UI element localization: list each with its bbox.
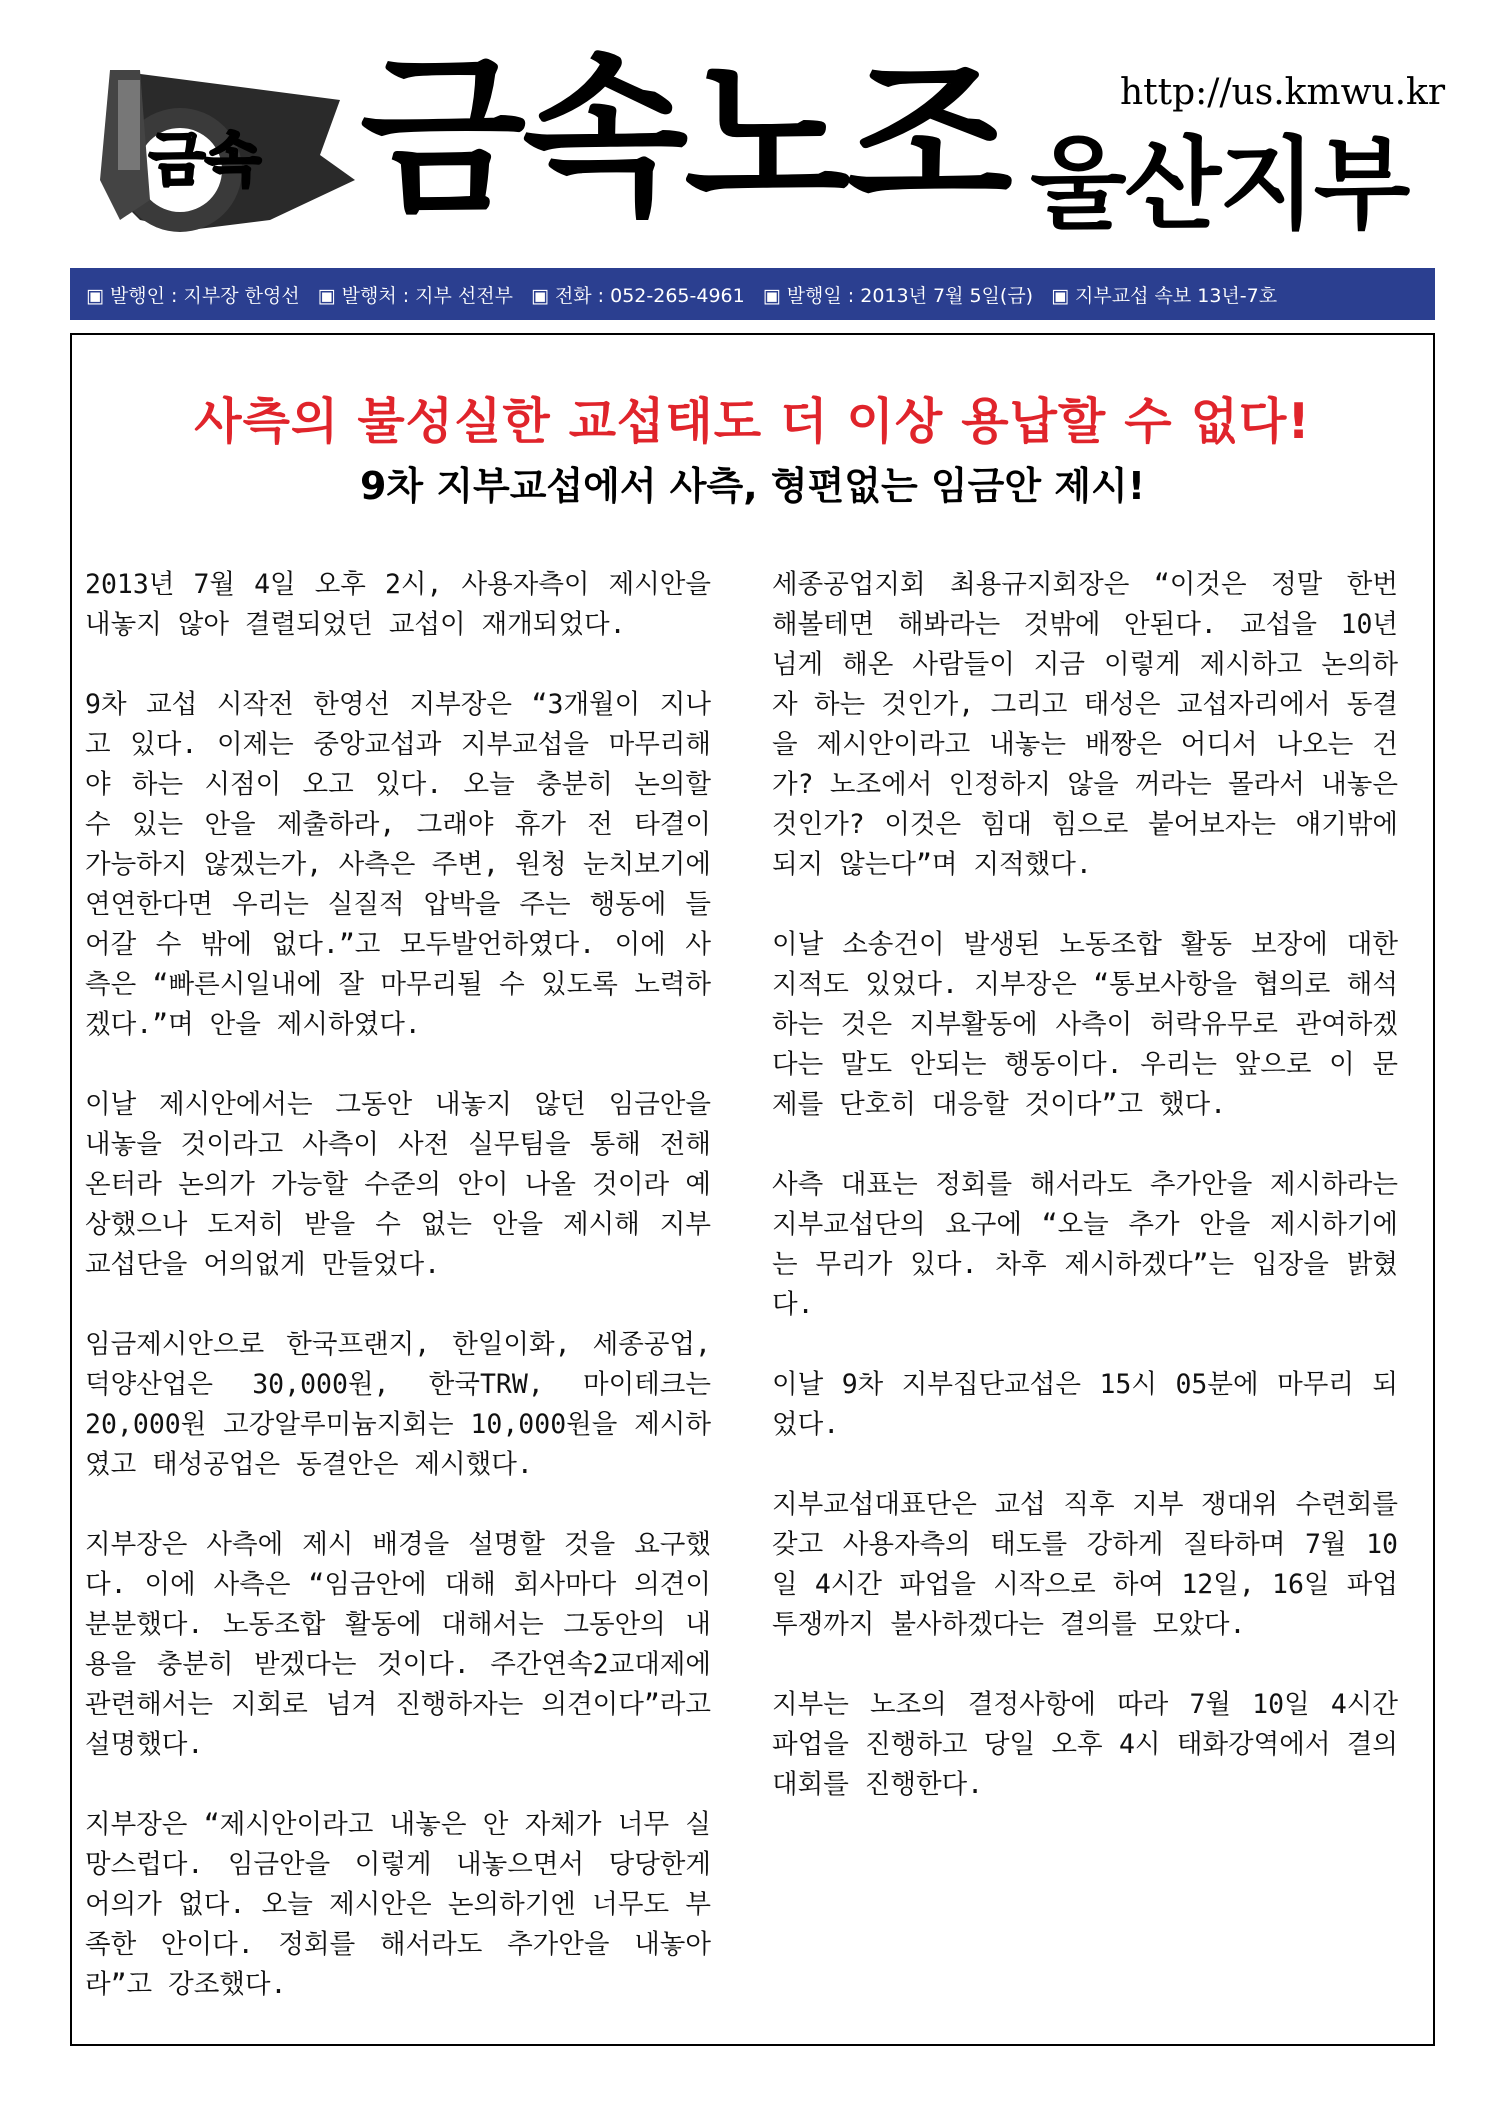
logo-text: 금속 bbox=[148, 126, 262, 194]
square-bullet-icon: ▣ bbox=[1051, 284, 1070, 307]
square-bullet-icon: ▣ bbox=[317, 284, 336, 307]
issue-number-info: ▣ 지부교섭 속보 13년-7호 bbox=[1051, 284, 1278, 307]
square-bullet-icon: ▣ bbox=[86, 284, 104, 307]
publisher-info: ▣ 발행인 : 지부장 한영선 bbox=[86, 284, 300, 307]
headline: 사측의 불성실한 교섭태도 더 이상 용납할 수 없다! bbox=[194, 393, 1311, 450]
paragraph: 세종공업지회 최용규지회장은 “이것은 정말 한번 해볼테면 해봐라는 것밖에 안된다. 교섭을 10년 넘게 해온 사람들이 지금 이렇게 제시하고 논의하자 하는 것인가, 그리고 태성은 교섭자리에서 동결을 제시안이라고 내놓는 배짱은 어디서 나오는 건가? 노조에서 인정하지 않을 꺼라는 몰라서 내놓은 것인가? 이것은 힘대 힘으로 붙어보자는 얘기밖에 되지 않는다”며 지적했다. bbox=[772, 569, 1398, 880]
right-column bbox=[772, 565, 1398, 1845]
website-url[interactable]: http://us.kmwu.kr bbox=[1120, 72, 1446, 113]
paragraph: 이날 소송건이 발생된 노동조합 활동 보장에 대한 지적도 있었다. 지부장은 “통보사항을 협의로 해석하는 것은 지부활동에 사측이 허락유무로 관여하겠다는 말도 안되는 행동이다. 우리는 앞으로 이 문제를 단호히 대응할 것이다”고 했다. bbox=[772, 929, 1398, 1120]
paragraph: 사측 대표는 정회를 해서라도 추가안을 제시하라는 지부교섭단의 요구에 “오늘 추가 안을 제시하기에는 무리가 있다. 차후 제시하겠다”는 입장을 밝혔다. bbox=[772, 1169, 1398, 1320]
paragraph: 지부장은 “제시안이라고 내놓은 안 자체가 너무 실망스럽다. 임금안을 이렇게 내놓으면서 당당한게 어의가 없다. 오늘 제시안은 논의하기엔 너무도 부족한 안이다. 정회를 해서라도 추가안을 내놓아라”고 강조했다. bbox=[85, 1809, 711, 2000]
date-info: ▣ 발행일 : 2013년 7월 5일(금) bbox=[762, 284, 1034, 307]
phone-info: ▣ 전화 : 052-265-4961 bbox=[530, 284, 745, 307]
left-column bbox=[85, 565, 711, 2045]
publication-info-bar bbox=[70, 268, 1435, 320]
square-bullet-icon: ▣ bbox=[762, 284, 781, 307]
paragraph: 이날 제시안에서는 그동안 내놓지 않던 임금안을 내놓을 것이라고 사측이 사전 실무팀을 통해 전해온터라 논의가 가능할 수준의 안이 나올 것이라 예상했으나 도저히 받을 수 없는 안을 제시해 지부 교섭단을 어의없게 만들었다. bbox=[85, 1089, 711, 1280]
subheadline: 9차 지부교섭에서 사측, 형편없는 임금안 제시! bbox=[359, 464, 1146, 508]
masthead bbox=[70, 37, 1446, 250]
article-frame bbox=[70, 333, 1435, 2046]
union-logo-icon bbox=[70, 60, 360, 240]
paragraph: 2013년 7월 4일 오후 2시, 사용자측이 제시안을 내놓지 않아 결렬되었던 교섭이 재개되었다. bbox=[85, 569, 711, 640]
paragraph: 9차 교섭 시작전 한영선 지부장은 “3개월이 지나고 있다. 이제는 중앙교섭과 지부교섭을 마무리해야 하는 시점이 오고 있다. 오늘 충분히 논의할 수 있는 안을 제출하라, 그래야 휴가 전 타결이 가능하지 않겠는가, 사측은 주변, 원청 눈치보기에 연연한다면 우리는 실질적 압박을 주는 행동에 들어갈 수 밖에 없다.”고 모두발언하였다. 이에 사측은 “빠른시일내에 잘 마무리될 수 있도록 노력하겠다.”며 안을 제시하였다. bbox=[85, 689, 711, 1040]
paragraph: 지부교섭대표단은 교섭 직후 지부 쟁대위 수련회를 갖고 사용자측의 태도를 강하게 질타하며 7월 10일 4시간 파업을 시작으로 하여 12일, 16일 파업투쟁까지 불사하겠다는 결의를 모았다. bbox=[772, 1489, 1398, 1640]
paragraph: 이날 9차 지부집단교섭은 15시 05분에 마무리 되었다. bbox=[772, 1369, 1398, 1440]
brand-subtitle: 울산지부 bbox=[1030, 126, 1409, 243]
paragraph: 지부장은 사측에 제시 배경을 설명할 것을 요구했다. 이에 사측은 “임금안에 대해 회사마다 의견이 분분했다. 노동조합 활동에 대해서는 그동안의 내용을 충분히 받겠다는 것이다. 주간연속2교대제에 관련해서는 지회로 넘겨 진행하자는 의견이다”라고 설명했다. bbox=[85, 1529, 711, 1760]
square-bullet-icon: ▣ bbox=[530, 284, 549, 307]
paragraph: 지부는 노조의 결정사항에 따라 7월 10일 4시간 파업을 진행하고 당일 오후 4시 태화강역에서 결의대회를 진행한다. bbox=[772, 1689, 1398, 1800]
paragraph: 임금제시안으로 한국프랜지, 한일이화, 세종공업, 덕양산업은 30,000원, 한국TRW, 마이테크는 20,000원 고강알루미늄지회는 10,000원을 제시하였고 태성공업은 동결안은 제시했다. bbox=[85, 1329, 711, 1480]
issuer-info: ▣ 발행처 : 지부 선전부 bbox=[317, 284, 513, 307]
brand-title: 금속노조 bbox=[360, 37, 1009, 238]
